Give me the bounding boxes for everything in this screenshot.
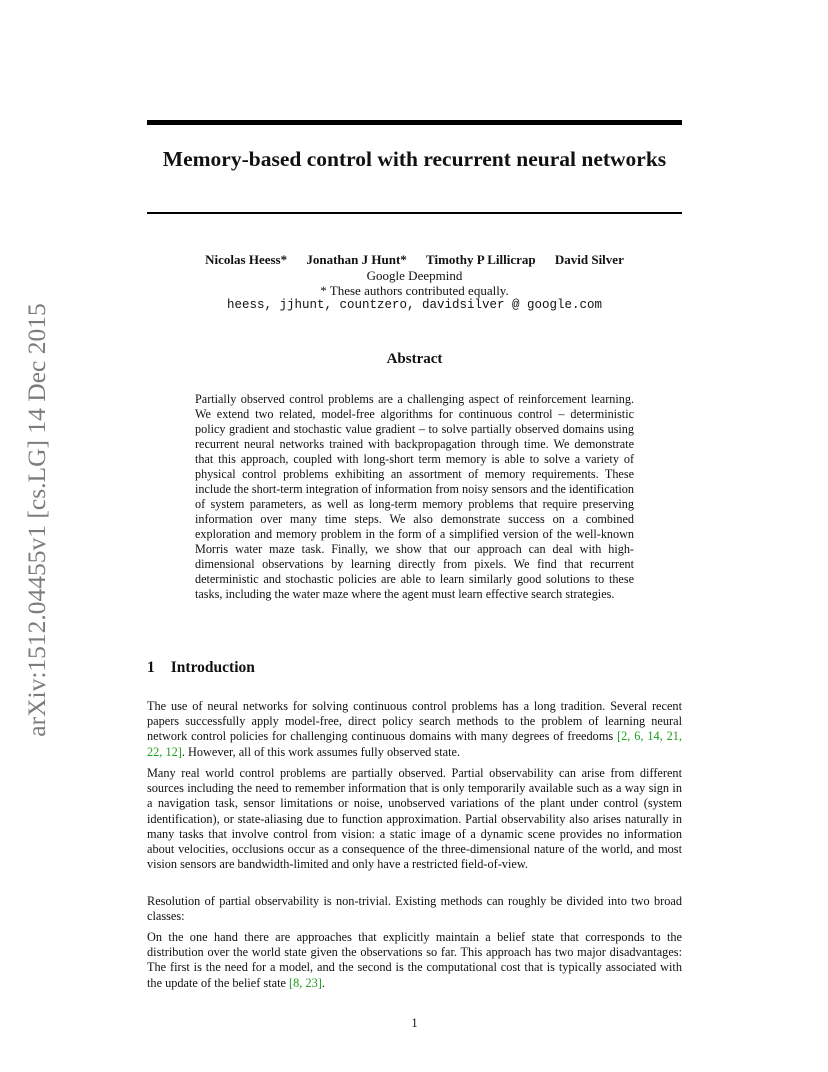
author-name: David Silver bbox=[554, 252, 624, 267]
author-name: Nicolas Heess* bbox=[205, 252, 288, 267]
citation-link[interactable]: [8, 23] bbox=[289, 975, 322, 990]
arxiv-stamp-text: arXiv:1512.04455v1 [cs.LG] 14 Dec 2015 bbox=[22, 303, 51, 737]
intro-paragraph-3: Resolution of partial observability is non-trivial. Existing methods can roughly be divided into two broad classes: bbox=[147, 894, 682, 924]
section-heading bbox=[147, 659, 255, 677]
author-emails: heess, jjhunt, countzero, davidsilver @ google.com bbox=[226, 298, 603, 312]
author-name: Jonathan J Hunt* bbox=[306, 252, 407, 267]
paragraph-text: The use of neural networks for solving continuous control problems has a long tradition. Several recent papers successfully apply model-free, direct policy search methods to the problem of learning neural network control policies for challenging continuous domains with many degrees of freedoms bbox=[147, 699, 682, 744]
intro-paragraph-2: Many real world control problems are partially observed. Partial observability can arise from different sources including the need to remember information that is only temporarily available such as a way sign in a navigation task, sensor limitations or noise, unobserved variations of the plant under control (system identification), or state-aliasing due to function approximation. Partial observability also arises naturally in many tasks that involve control from vision: a static image of a dynamic scene provides no information about velocities, occlusions occur as a consequence of the three-dimensional nature of the world, and most vision sensors are bandwidth-limited and only have a restricted field-of-view. bbox=[147, 766, 682, 872]
section-title: Introduction bbox=[170, 659, 255, 676]
affiliation: Google Deepmind bbox=[366, 268, 463, 283]
author-list bbox=[147, 252, 682, 268]
title-rule-bottom bbox=[147, 212, 682, 214]
intro-paragraph-1 bbox=[147, 699, 682, 760]
page-number: 1 bbox=[411, 1016, 418, 1030]
title-rule-top bbox=[147, 120, 682, 125]
paragraph-text: . bbox=[321, 975, 325, 990]
intro-paragraph-4 bbox=[147, 930, 682, 991]
abstract-text: Partially observed control problems are a challenging aspect of reinforcement learning. We extend two related, model-free algorithms for continuous control – deterministic policy gradient and stochastic value gradient – to solve partially observed domains using recurrent neural networks trained with backpropagation through time. We demonstrate that this approach, coupled with long-short term memory is able to solve a variety of physical control problems exhibiting an assortment of memory requirements. These include the short-term integration of information from noisy sensors and the identification of system parameters, as well as long-term memory problems that require preserving information over many time steps. We also demonstrate success on a combined exploration and memory problem in the form of a simplified version of the well-known Morris water maze task. Finally, we show that our approach can deal with high-dimensional observations by learning directly from pixels. We find that recurrent deterministic and stochastic policies are able to learn similarly good solutions to these tasks, including the water maze where the agent must learn effective search strategies. bbox=[195, 392, 634, 601]
author-name: Timothy P Lillicrap bbox=[426, 252, 536, 267]
equal-contribution-note: * These authors contributed equally. bbox=[320, 283, 509, 298]
paragraph-text: On the one hand there are approaches that explicitly maintain a belief state that corresponds to the distribution over the world state given the observations so far. This approach has two major disadvantages: The first is the need for a model, and the second is the computational cost that is typically associated with the update of the belief state bbox=[147, 930, 682, 990]
abstract-heading: Abstract bbox=[386, 351, 443, 367]
citation-link[interactable]: [2, 6, 14, 21, 22, 12] bbox=[147, 729, 682, 759]
paragraph-text: . However, all of this work assumes fully observed state. bbox=[181, 744, 461, 759]
section-number: 1 bbox=[147, 659, 155, 676]
paper-title: Memory-based control with recurrent neural networks bbox=[162, 147, 667, 171]
